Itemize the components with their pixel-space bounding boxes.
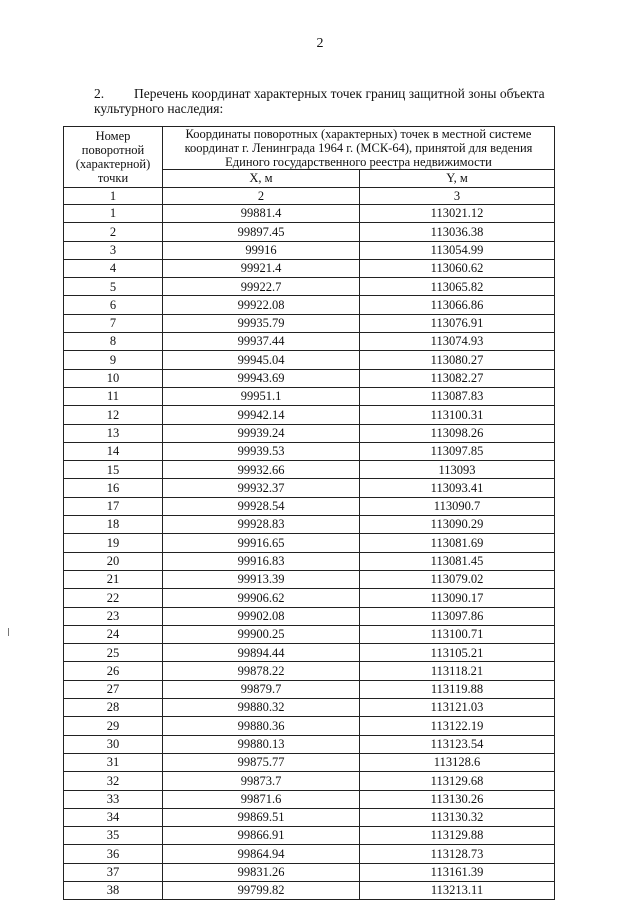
header-y: Y, м [360, 170, 555, 188]
y-coordinate-cell: 113080.27 [360, 351, 555, 369]
y-coordinate-cell: 113097.86 [360, 607, 555, 625]
point-number-cell: 17 [64, 497, 163, 515]
x-coordinate-cell: 99873.7 [163, 772, 360, 790]
point-number-cell: 11 [64, 387, 163, 405]
point-number-cell: 34 [64, 808, 163, 826]
table-row [64, 424, 555, 442]
y-coordinate-cell: 113036.38 [360, 223, 555, 241]
section-number: 2. [94, 86, 105, 101]
y-coordinate-cell: 113105.21 [360, 644, 555, 662]
x-coordinate-cell: 99932.37 [163, 479, 360, 497]
x-coordinate-cell: 99922.7 [163, 278, 360, 296]
y-coordinate-cell: 113093.41 [360, 479, 555, 497]
column-number-3: 3 [360, 187, 555, 205]
table-row [64, 223, 555, 241]
y-coordinate-cell: 113161.39 [360, 863, 555, 881]
point-number-cell: 5 [64, 278, 163, 296]
y-coordinate-cell: 113128.6 [360, 753, 555, 771]
header-x: X, м [163, 170, 360, 188]
y-coordinate-cell: 113129.88 [360, 827, 555, 845]
x-coordinate-cell: 99935.79 [163, 314, 360, 332]
x-coordinate-cell: 99880.13 [163, 735, 360, 753]
y-coordinate-cell: 113076.91 [360, 314, 555, 332]
coordinates-body [64, 205, 555, 900]
x-coordinate-cell: 99880.32 [163, 699, 360, 717]
x-coordinate-cell: 99871.6 [163, 790, 360, 808]
y-coordinate-cell: 113097.85 [360, 442, 555, 460]
y-coordinate-cell: 113128.73 [360, 845, 555, 863]
y-coordinate-cell: 113129.68 [360, 772, 555, 790]
table-row [64, 753, 555, 771]
table-row [64, 461, 555, 479]
point-number-cell: 13 [64, 424, 163, 442]
x-coordinate-cell: 99939.24 [163, 424, 360, 442]
table-row [64, 735, 555, 753]
y-coordinate-cell: 113090.17 [360, 589, 555, 607]
x-coordinate-cell: 99880.36 [163, 717, 360, 735]
point-number-cell: 37 [64, 863, 163, 881]
point-number-cell: 10 [64, 369, 163, 387]
point-number-cell: 31 [64, 753, 163, 771]
y-coordinate-cell: 113081.69 [360, 534, 555, 552]
x-coordinate-cell: 99906.62 [163, 589, 360, 607]
y-coordinate-cell: 113123.54 [360, 735, 555, 753]
x-coordinate-cell: 99866.91 [163, 827, 360, 845]
table-row [64, 259, 555, 277]
point-number-cell: 25 [64, 644, 163, 662]
margin-mark [8, 628, 9, 636]
x-coordinate-cell: 99916 [163, 241, 360, 259]
x-coordinate-cell: 99875.77 [163, 753, 360, 771]
x-coordinate-cell: 99937.44 [163, 333, 360, 351]
x-coordinate-cell: 99869.51 [163, 808, 360, 826]
y-coordinate-cell: 113122.19 [360, 717, 555, 735]
point-number-cell: 12 [64, 406, 163, 424]
point-number-cell: 19 [64, 534, 163, 552]
y-coordinate-cell: 113118.21 [360, 662, 555, 680]
point-number-cell: 20 [64, 552, 163, 570]
point-number-cell: 38 [64, 881, 163, 899]
y-coordinate-cell: 113087.83 [360, 387, 555, 405]
y-coordinate-cell: 113121.03 [360, 699, 555, 717]
table-row [64, 406, 555, 424]
point-number-cell: 36 [64, 845, 163, 863]
y-coordinate-cell: 113065.82 [360, 278, 555, 296]
x-coordinate-cell: 99831.26 [163, 863, 360, 881]
point-number-cell: 16 [64, 479, 163, 497]
table-row [64, 589, 555, 607]
y-coordinate-cell: 113100.31 [360, 406, 555, 424]
point-number-cell: 26 [64, 662, 163, 680]
table-row [64, 808, 555, 826]
table-row [64, 680, 555, 698]
table-row [64, 205, 555, 223]
point-number-cell: 15 [64, 461, 163, 479]
x-coordinate-cell: 99881.4 [163, 205, 360, 223]
point-number-cell: 32 [64, 772, 163, 790]
table-row [64, 607, 555, 625]
x-coordinate-cell: 99932.66 [163, 461, 360, 479]
y-coordinate-cell: 113090.7 [360, 497, 555, 515]
point-number-cell: 2 [64, 223, 163, 241]
table-row [64, 351, 555, 369]
point-number-cell: 7 [64, 314, 163, 332]
table-row [64, 387, 555, 405]
x-coordinate-cell: 99902.08 [163, 607, 360, 625]
table-row [64, 790, 555, 808]
point-number-cell: 18 [64, 516, 163, 534]
table-row [64, 314, 555, 332]
point-number-cell: 21 [64, 570, 163, 588]
x-coordinate-cell: 99897.45 [163, 223, 360, 241]
y-coordinate-cell: 113054.99 [360, 241, 555, 259]
table-row [64, 333, 555, 351]
x-coordinate-cell: 99942.14 [163, 406, 360, 424]
y-coordinate-cell: 113130.26 [360, 790, 555, 808]
table-row [64, 296, 555, 314]
table-row [64, 534, 555, 552]
table-row [64, 662, 555, 680]
column-number-2: 2 [163, 187, 360, 205]
point-number-cell: 30 [64, 735, 163, 753]
table-row [64, 479, 555, 497]
y-coordinate-cell: 113074.93 [360, 333, 555, 351]
x-coordinate-cell: 99916.65 [163, 534, 360, 552]
point-number-cell: 33 [64, 790, 163, 808]
table-row [64, 625, 555, 643]
point-number-cell: 22 [64, 589, 163, 607]
table-row [64, 497, 555, 515]
table-row [64, 570, 555, 588]
y-coordinate-cell: 113130.32 [360, 808, 555, 826]
point-number-cell: 23 [64, 607, 163, 625]
table-row [64, 516, 555, 534]
table-row [64, 699, 555, 717]
y-coordinate-cell: 113119.88 [360, 680, 555, 698]
table-row [64, 827, 555, 845]
point-number-cell: 35 [64, 827, 163, 845]
y-coordinate-cell: 113060.62 [360, 259, 555, 277]
x-coordinate-cell: 99928.83 [163, 516, 360, 534]
table-row [64, 772, 555, 790]
x-coordinate-cell: 99916.83 [163, 552, 360, 570]
y-coordinate-cell: 113098.26 [360, 424, 555, 442]
x-coordinate-cell: 99894.44 [163, 644, 360, 662]
point-number-cell: 9 [64, 351, 163, 369]
table-row [64, 717, 555, 735]
table-row [64, 278, 555, 296]
x-coordinate-cell: 99799.82 [163, 881, 360, 899]
point-number-cell: 8 [64, 333, 163, 351]
x-coordinate-cell: 99945.04 [163, 351, 360, 369]
x-coordinate-cell: 99939.53 [163, 442, 360, 460]
point-number-cell: 1 [64, 205, 163, 223]
section-title: Перечень координат характерных точек границ защитной зоны объекта культурного наследия: [94, 86, 545, 116]
point-number-cell: 28 [64, 699, 163, 717]
coordinates-table [63, 126, 555, 900]
x-coordinate-cell: 99900.25 [163, 625, 360, 643]
x-coordinate-cell: 99879.7 [163, 680, 360, 698]
table-row [64, 369, 555, 387]
table-row [64, 241, 555, 259]
x-coordinate-cell: 99913.39 [163, 570, 360, 588]
header-coordinates: Координаты поворотных (характерных) точек в местной системе координат г. Ленинграда 1964 г. (МСК-64), принятой для ведения Единого государственного реестра недвижимости [163, 127, 555, 170]
point-number-cell: 4 [64, 259, 163, 277]
x-coordinate-cell: 99951.1 [163, 387, 360, 405]
y-coordinate-cell: 113093 [360, 461, 555, 479]
point-number-cell: 6 [64, 296, 163, 314]
table-row [64, 644, 555, 662]
y-coordinate-cell: 113081.45 [360, 552, 555, 570]
section-heading [94, 86, 564, 116]
y-coordinate-cell: 113066.86 [360, 296, 555, 314]
y-coordinate-cell: 113079.02 [360, 570, 555, 588]
point-number-cell: 14 [64, 442, 163, 460]
y-coordinate-cell: 113213.11 [360, 881, 555, 899]
x-coordinate-cell: 99878.22 [163, 662, 360, 680]
table-row [64, 552, 555, 570]
point-number-cell: 3 [64, 241, 163, 259]
table-row [64, 863, 555, 881]
point-number-cell: 29 [64, 717, 163, 735]
x-coordinate-cell: 99922.08 [163, 296, 360, 314]
x-coordinate-cell: 99921.4 [163, 259, 360, 277]
y-coordinate-cell: 113082.27 [360, 369, 555, 387]
x-coordinate-cell: 99864.94 [163, 845, 360, 863]
y-coordinate-cell: 113100.71 [360, 625, 555, 643]
header-point-number: Номер поворотной (характерной) точки [64, 127, 163, 188]
y-coordinate-cell: 113090.29 [360, 516, 555, 534]
column-number-1: 1 [64, 187, 163, 205]
point-number-cell: 27 [64, 680, 163, 698]
table-row [64, 881, 555, 899]
table-row [64, 845, 555, 863]
y-coordinate-cell: 113021.12 [360, 205, 555, 223]
page-number: 2 [316, 36, 324, 51]
x-coordinate-cell: 99928.54 [163, 497, 360, 515]
table-row [64, 442, 555, 460]
point-number-cell: 24 [64, 625, 163, 643]
x-coordinate-cell: 99943.69 [163, 369, 360, 387]
